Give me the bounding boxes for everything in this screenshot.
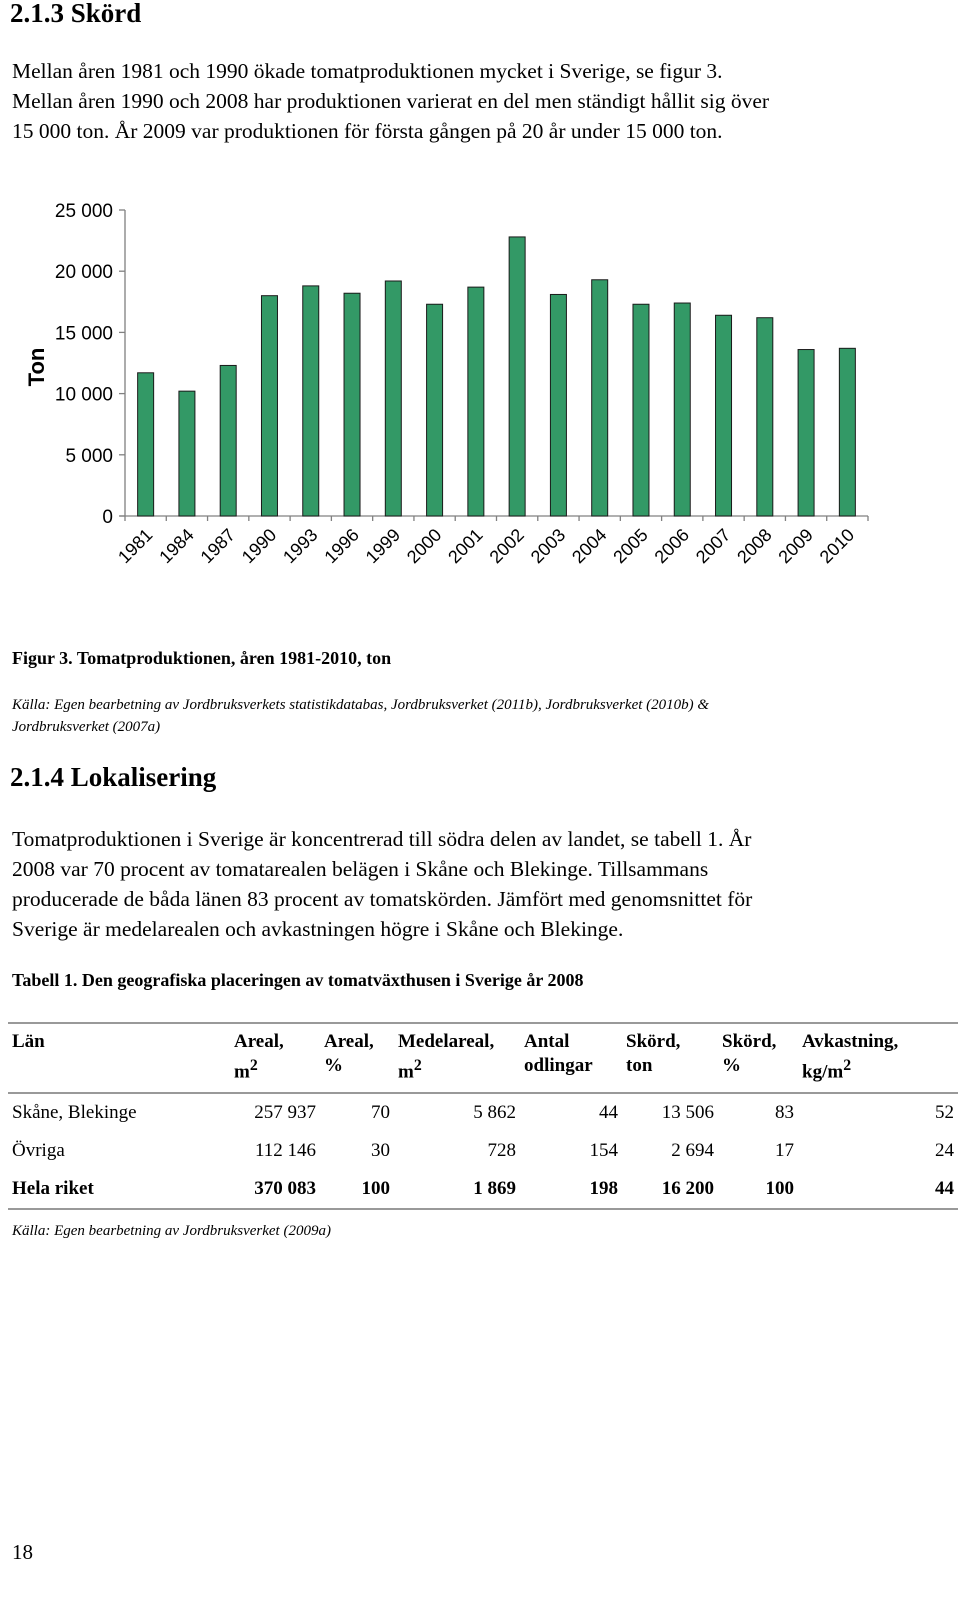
y-tick-label: 10 000 — [54, 384, 113, 406]
x-tick-label: 1999 — [361, 524, 405, 568]
bar — [468, 287, 484, 516]
figure-source-line: Källa: Egen bearbetning av Jordbruksverkets statistikdatabas, Jordbruksverket (2011b), Jordbruksverket (2010b) & — [12, 697, 710, 713]
header-skord-ton: Skörd, ton — [626, 1031, 681, 1076]
table-row: Övriga 112 146 30 728 154 2 694 17 24 — [12, 1140, 954, 1162]
bar — [261, 296, 277, 516]
x-tick-label: 1981 — [114, 524, 157, 568]
figure-caption-label: Figur 3. — [12, 648, 73, 668]
paragraph-line: Mellan åren 1981 och 1990 ökade tomatproduktionen mycket i Sverige, se figur 3. — [12, 59, 723, 83]
figure-caption — [12, 648, 391, 669]
bar — [344, 293, 360, 516]
y-tick-label: 5 000 — [65, 445, 113, 467]
y-tick-label: 15 000 — [54, 323, 113, 345]
bar — [303, 286, 319, 516]
bar — [674, 303, 690, 516]
header-avkastning: Avkastning, $kg/m^2$ — [802, 1031, 899, 1083]
figure-source-line: Jordbruksverket (2007a) — [12, 719, 161, 735]
x-tick-label: 2005 — [609, 524, 652, 568]
bar — [138, 373, 154, 516]
geography-table — [8, 1022, 958, 1210]
bar — [220, 365, 236, 516]
header-medelareal: Medelareal, $m^2$ — [398, 1031, 495, 1083]
x-tick-label: 2010 — [815, 524, 859, 568]
bar — [509, 237, 525, 516]
section-heading-lokalisering: 2.1.4 Lokalisering — [10, 762, 217, 792]
bar — [716, 315, 732, 516]
x-tick-label: 1990 — [237, 524, 281, 568]
y-tick-label: 25 000 — [54, 201, 113, 222]
x-tick-label: 2002 — [485, 524, 528, 568]
bar — [179, 391, 195, 516]
header-skord-pct: Skörd, % — [722, 1031, 777, 1076]
page-number: 18 — [12, 1540, 33, 1564]
y-tick-label: 20 000 — [54, 262, 113, 284]
x-tick-label: 1996 — [320, 524, 363, 568]
x-tick-label: 2001 — [444, 524, 487, 568]
header-antal-odlingar: Antal odlingar — [524, 1031, 593, 1076]
bar — [757, 318, 773, 516]
table-row: Skåne, Blekinge 257 937 70 5 862 44 13 506 83 52 — [12, 1102, 954, 1124]
paragraph-line: Sverige är medelarealen och avkastningen högre i Skåne och Blekinge. — [12, 917, 624, 941]
x-tick-label: 2004 — [568, 524, 611, 568]
x-tick-label: 1993 — [279, 524, 322, 568]
paragraph-line: producerade de båda länen 83 procent av tomatskörden. Jämfört med genomsnittet för — [12, 887, 753, 911]
x-tick-label: 2009 — [774, 524, 817, 568]
header-areal-pct: Areal, % — [324, 1031, 374, 1076]
table-source: Källa: Egen bearbetning av Jordbruksverket (2009a) — [12, 1223, 331, 1239]
bar — [427, 304, 443, 516]
paragraph-line: 15 000 ton. År 2009 var produktionen för första gången på 20 år under 15 000 ton. — [12, 119, 723, 143]
y-tick-label: 0 — [102, 507, 113, 528]
bar — [550, 294, 566, 516]
x-tick-label: 2008 — [733, 524, 776, 568]
paragraph-line: Mellan åren 1990 och 2008 har produktionen varierat en del men ständigt hållit sig över — [12, 89, 770, 113]
table-row-total: Hela riket 370 083 100 1 869 198 16 200 100 44 — [8, 1170, 958, 1209]
bar — [839, 348, 855, 516]
x-tick-label: 2007 — [691, 524, 735, 568]
table-caption: Tabell 1. Den geografiska placeringen av tomatväxthusen i Sverige år 2008 — [12, 970, 584, 990]
x-tick-label: 2000 — [402, 524, 446, 568]
header-areal-m2: Areal, $m^2$ — [234, 1031, 284, 1083]
bar — [798, 350, 814, 516]
figure-caption-text: Tomatproduktionen, åren 1981-2010, ton — [76, 648, 392, 668]
bar — [385, 281, 401, 516]
y-axis-label: Ton — [24, 347, 49, 387]
production-bar-chart — [0, 180, 900, 600]
section-heading-skord: 2.1.3 Skörd — [10, 0, 142, 28]
x-tick-label: 1987 — [196, 524, 240, 568]
paragraph-line: Tomatproduktionen i Sverige är koncentrerad till södra delen av landet, se tabell 1. År — [12, 827, 752, 851]
x-tick-label: 2006 — [650, 524, 694, 568]
x-tick-label: 2003 — [526, 524, 570, 568]
header-lan: Län — [12, 1031, 45, 1052]
bar — [633, 304, 649, 516]
x-tick-label: 1984 — [155, 524, 198, 568]
bar — [592, 280, 608, 516]
paragraph-line: 2008 var 70 procent av tomatarealen belägen i Skåne och Blekinge. Tillsammans — [12, 857, 709, 881]
table-header-row — [8, 1023, 958, 1093]
